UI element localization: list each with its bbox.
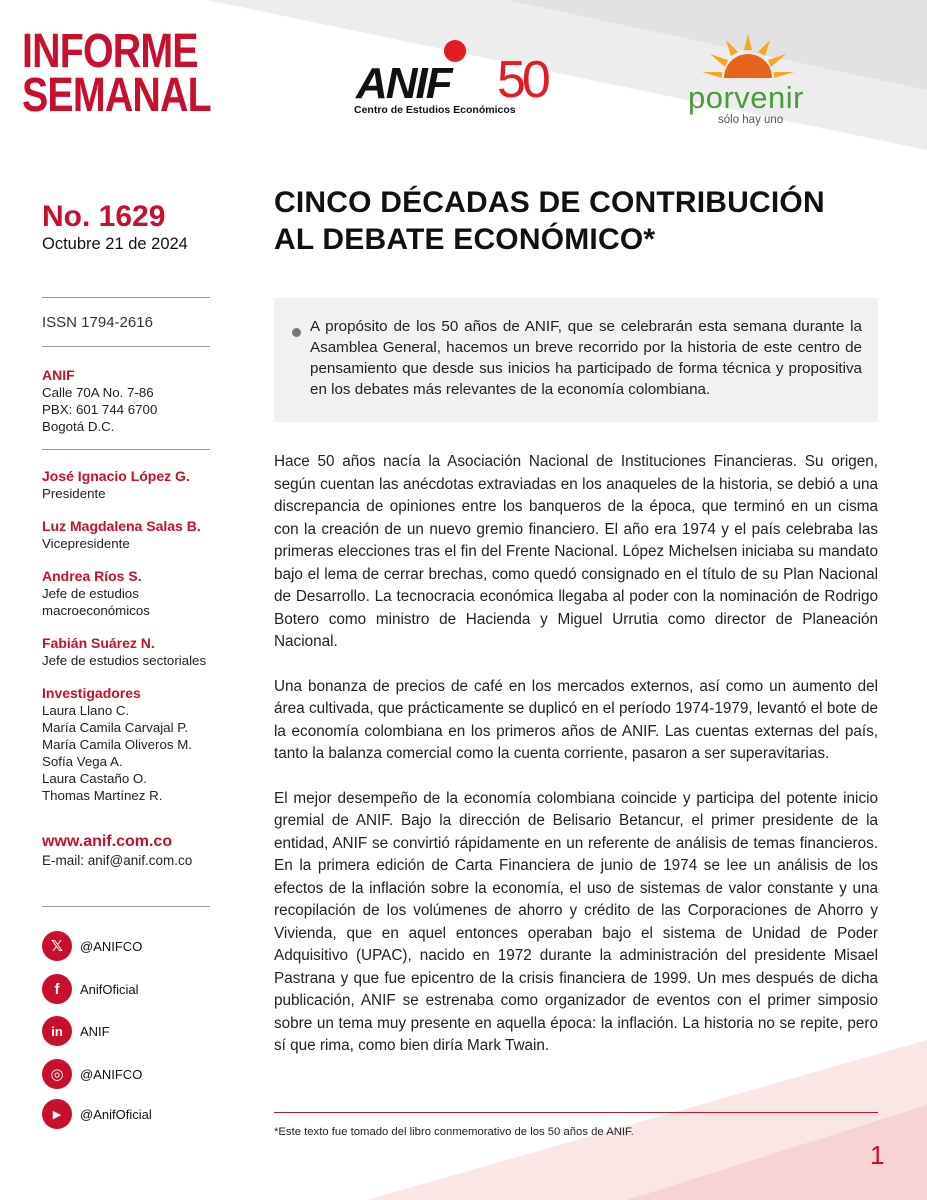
article-title-line-1: CINCO DÉCADAS DE CONTRIBUCIÓN xyxy=(274,186,825,219)
staff-member xyxy=(42,567,172,619)
staff-list xyxy=(42,467,222,684)
contact-address: Calle 70A No. 7-86 xyxy=(42,385,154,400)
x-icon: 𝕏 xyxy=(42,931,72,961)
social-handle: ANIF xyxy=(80,1023,110,1039)
staff-role: Jefe de estudios macroeconómicos xyxy=(42,586,150,618)
researchers-heading: Investigadores xyxy=(42,685,141,701)
staff-name: Andrea Ríos S. xyxy=(42,568,142,584)
staff-member xyxy=(42,517,222,552)
sidebar-divider xyxy=(42,297,210,298)
staff-role: Presidente xyxy=(42,486,106,501)
web-contact xyxy=(42,832,192,870)
anif-logo-50: 50 xyxy=(497,51,547,109)
social-handle: AnifOficial xyxy=(80,981,139,997)
masthead-line-1: INFORME xyxy=(22,25,198,78)
sidebar-divider xyxy=(42,346,210,347)
issue-number: No. 1629 xyxy=(42,200,166,233)
social-instagram[interactable] xyxy=(42,1058,142,1090)
article-paragraph: El mejor desempeño de la economía colombiana coincide y participa del potente inicio gremial de ANIF. Bajo la dirección de Belisario Betancur, el primer presidente de la entidad, ANIF se convirtió rápidamente en un referente de análisis de temas financieros. En la primera edición de Carta Financiera de junio de 1974 se lee un análisis de los efectos de la inflación sobre la economía, el uso de sistemas de valor constante y una recopilación de los volúmenes de ahorro y crédito de las Corporaciones de Ahorro y Vivienda, que en aquel entonces operaban bajo el sistema de Unidad de Poder Adquisitivo (UPAC), nacido en 1972 durante la administración del presidente Misael Pastrana y que fue epicentro de la crisis financiera de 1999. Un mes después de dicha publicación, ANIF se estrenaba como organizador de eventos con el primer simposio sobre un tema muy presente en aquella época: la inflación. La historia no se repite, pero sí que rima, como bien diría Mark Twain. xyxy=(274,789,878,1054)
staff-member xyxy=(42,467,222,502)
contact-city: Bogotá D.C. xyxy=(42,419,115,434)
staff-member xyxy=(42,634,222,669)
bullet-icon xyxy=(292,328,301,337)
staff-name: José Ignacio López G. xyxy=(42,468,190,484)
porvenir-logo-word: porvenir xyxy=(688,80,804,115)
porvenir-sun-icon xyxy=(698,28,798,80)
website-link[interactable]: www.anif.com.co xyxy=(42,833,173,850)
staff-role: Vicepresidente xyxy=(42,536,130,551)
porvenir-tagline: sólo hay uno xyxy=(718,114,784,126)
contact-phone: PBX: 601 744 6700 xyxy=(42,402,158,417)
anif-logo-word: ANIF xyxy=(356,59,451,108)
researchers-list xyxy=(42,684,192,804)
porvenir-logo xyxy=(688,28,808,128)
researcher-name: Thomas Martínez R. xyxy=(42,788,163,803)
article-title xyxy=(274,184,874,258)
social-facebook[interactable] xyxy=(42,973,139,1005)
article-body xyxy=(274,451,878,1080)
footnote-divider xyxy=(274,1112,878,1113)
email-link[interactable]: E-mail: anif@anif.com.co xyxy=(42,853,193,868)
article-title-line-2: AL DEBATE ECONÓMICO* xyxy=(274,223,656,256)
social-handle: @AnifOficial xyxy=(80,1106,152,1122)
staff-name: Fabián Suárez N. xyxy=(42,635,155,651)
staff-name: Luz Magdalena Salas B. xyxy=(42,518,201,534)
article-summary-box xyxy=(274,298,878,422)
social-youtube[interactable] xyxy=(42,1098,152,1130)
social-x[interactable] xyxy=(42,930,142,962)
researcher-name: Laura Castaño O. xyxy=(42,771,147,786)
facebook-icon: f xyxy=(42,974,72,1004)
anif-logo-subtitle: Centro de Estudios Económicos xyxy=(354,104,516,116)
masthead xyxy=(22,25,211,122)
anif-logo xyxy=(352,40,562,120)
issue-info xyxy=(42,200,210,254)
page-number: 1 xyxy=(870,1140,885,1170)
researcher-name: Sofía Vega A. xyxy=(42,754,123,769)
youtube-icon: ▶ xyxy=(42,1099,72,1129)
contact-org: ANIF xyxy=(42,367,75,383)
staff-role: Jefe de estudios sectoriales xyxy=(42,653,207,668)
article-paragraph: Hace 50 años nacía la Asociación Nacional de Instituciones Financieras. Su origen, según cuentan las anécdotas extraviadas en los anaqueles de la historia, se debió a una discrepancia de opiniones entre los banqueros de la época, que terminó en un cisma con la creación de un nuevo gremio financiero. El año era 1974 y el país celebraba las primeras elecciones tras el fin del Frente Nacional. López Michelsen iniciaba su mandato bajo el lema de cerrar brechas, como quedó consignado en el título de su Plan Nacional de Desarrollo. La tecnocracia económica llegaba al poder con la nominación de Rodrigo Botero como ministro de Hacienda y Miguel Urrutia como director de Planeación Nacional. xyxy=(274,453,878,650)
issn: ISSN 1794-2616 xyxy=(42,314,153,331)
linkedin-icon: in xyxy=(42,1016,72,1046)
instagram-icon: ◎ xyxy=(42,1059,72,1089)
contact-block xyxy=(42,366,157,435)
researcher-name: María Camila Carvajal P. xyxy=(42,720,189,735)
social-linkedin[interactable] xyxy=(42,1015,110,1047)
article-summary: A propósito de los 50 años de ANIF, que se celebrarán esta semana durante la Asamblea General, hacemos un breve recorrido por la historia de este centro de pensamiento que desde sus inicios ha participado de forma técnica y propositiva en los debates más relevantes de la economía colombiana. xyxy=(310,318,862,398)
masthead-line-2: SEMANAL xyxy=(22,69,211,122)
researcher-name: María Camila Oliveros M. xyxy=(42,737,192,752)
researcher-name: Laura Llano C. xyxy=(42,703,130,718)
sidebar-divider xyxy=(42,449,210,450)
social-handle: @ANIFCO xyxy=(80,1066,143,1082)
sidebar-divider xyxy=(42,906,210,907)
footnote: *Este texto fue tomado del libro conmemorativo de los 50 años de ANIF. xyxy=(274,1126,634,1138)
social-handle: @ANIFCO xyxy=(80,938,143,954)
issue-date: Octubre 21 de 2024 xyxy=(42,235,188,253)
article-paragraph: Una bonanza de precios de café en los mercados externos, así como un aumento del área cultivada, que prácticamente se duplicó en el período 1974-1979, levantó el bote de la economía colombiana en los primeros años de ANIF. Las cuentas externas del país, tanto la balanza comercial como la cuenta corriente, pasaron a ser superavitarias. xyxy=(274,677,878,762)
